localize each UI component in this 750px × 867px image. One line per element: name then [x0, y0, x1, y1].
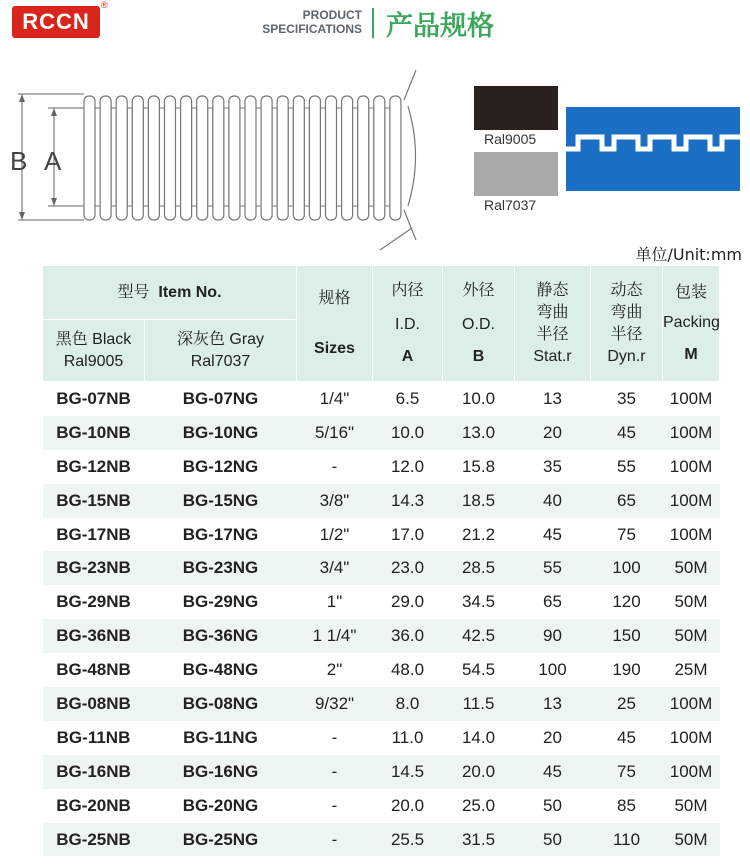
cell-gray: BG-10NG — [145, 416, 297, 450]
hose-rib — [245, 96, 256, 220]
cell-black: BG-23NB — [43, 551, 145, 585]
cell-dyn: 45 — [591, 721, 663, 755]
cell-id: 17.0 — [373, 518, 443, 552]
cell-pack: 100M — [663, 518, 720, 552]
cell-black: BG-48NB — [43, 653, 145, 687]
cell-dyn: 110 — [591, 823, 663, 857]
cell-id: 8.0 — [373, 687, 443, 721]
table-row — [43, 551, 720, 585]
cell-id: 14.3 — [373, 484, 443, 518]
hose-valley — [192, 108, 197, 206]
cell-pack: 100M — [663, 687, 720, 721]
cell-pack: 50M — [663, 551, 720, 585]
cell-dyn: 100 — [591, 551, 663, 585]
cell-od: 34.5 — [443, 585, 515, 619]
hose-valley — [95, 108, 100, 206]
cell-black: BG-15NB — [43, 484, 145, 518]
cell-gray: BG-25NG — [145, 823, 297, 857]
hose-rib — [116, 96, 127, 220]
cell-dyn: 120 — [591, 585, 663, 619]
cell-gray: BG-16NG — [145, 755, 297, 789]
cell-stat: 100 — [515, 653, 591, 687]
cell-stat: 55 — [515, 551, 591, 585]
hose-valley — [159, 108, 164, 206]
cell-size: 3/8" — [297, 484, 373, 518]
cell-gray: BG-20NG — [145, 789, 297, 823]
header-title-cn: 产品规格 — [386, 11, 494, 42]
cell-id: 10.0 — [373, 416, 443, 450]
header-dynamic-radius: 动态 弯曲 半径 Dyn.r — [591, 266, 663, 382]
hose-rib — [213, 96, 224, 220]
cell-od: 54.5 — [443, 653, 515, 687]
cell-od: 28.5 — [443, 551, 515, 585]
cell-stat: 13 — [515, 687, 591, 721]
cell-stat: 35 — [515, 450, 591, 484]
cell-gray: BG-07NG — [145, 382, 297, 416]
cell-dyn: 45 — [591, 416, 663, 450]
cell-dyn: 150 — [591, 619, 663, 653]
brand-logo: RCCN — [12, 6, 100, 38]
cell-size: 3/4" — [297, 551, 373, 585]
cell-id: 11.0 — [373, 721, 443, 755]
hose-valley — [288, 108, 293, 206]
hose-rib — [148, 96, 159, 220]
cell-id: 48.0 — [373, 653, 443, 687]
cell-gray: BG-48NG — [145, 653, 297, 687]
hose-valley — [304, 108, 309, 206]
cell-gray: BG-12NG — [145, 450, 297, 484]
hose-rib — [277, 96, 288, 220]
cell-od: 15.8 — [443, 450, 515, 484]
table-row — [43, 619, 720, 653]
table-row — [43, 687, 720, 721]
cell-od: 13.0 — [443, 416, 515, 450]
table-row — [43, 721, 720, 755]
swatch-black-label: Ral9005 — [484, 131, 537, 147]
cell-stat: 40 — [515, 484, 591, 518]
cell-gray: BG-23NG — [145, 551, 297, 585]
cell-gray: BG-29NG — [145, 585, 297, 619]
cell-od: 31.5 — [443, 823, 515, 857]
cell-gray: BG-08NG — [145, 687, 297, 721]
hose-rib — [261, 96, 272, 220]
hose-valley — [320, 108, 325, 206]
header-divider — [372, 8, 374, 38]
cell-id: 6.5 — [373, 382, 443, 416]
hose-valley — [353, 108, 358, 206]
header-id: 内径 I.D. A — [373, 266, 443, 382]
cell-size: 2" — [297, 653, 373, 687]
cell-size: 5/16" — [297, 416, 373, 450]
hose-valley — [143, 108, 148, 206]
cell-id: 25.5 — [373, 823, 443, 857]
header-black: 黑色 Black Ral9005 — [43, 320, 145, 382]
header-packing: 包装 Packing M — [663, 266, 720, 382]
cell-black: BG-08NB — [43, 687, 145, 721]
header-od: 外径 O.D. B — [443, 266, 515, 382]
swatch-black — [474, 86, 558, 130]
dimension-label-a: A — [44, 146, 62, 176]
cell-pack: 100M — [663, 484, 720, 518]
cell-dyn: 35 — [591, 382, 663, 416]
cell-gray: BG-15NG — [145, 484, 297, 518]
hose-valley — [111, 108, 116, 206]
hose-rib — [358, 96, 369, 220]
hose-valley — [240, 108, 245, 206]
cell-dyn: 75 — [591, 518, 663, 552]
hose-rib — [342, 96, 353, 220]
header-item-no: 型号 Item No. — [43, 266, 297, 320]
cell-pack: 100M — [663, 755, 720, 789]
header-sizes: 规格 Sizes — [297, 266, 373, 382]
cell-id: 36.0 — [373, 619, 443, 653]
cell-pack: 100M — [663, 450, 720, 484]
cell-gray: BG-17NG — [145, 518, 297, 552]
cell-pack: 50M — [663, 619, 720, 653]
cell-dyn: 25 — [591, 687, 663, 721]
hose-valley — [224, 108, 229, 206]
hose-valley — [272, 108, 277, 206]
cell-black: BG-10NB — [43, 416, 145, 450]
cell-black: BG-11NB — [43, 721, 145, 755]
cell-id: 29.0 — [373, 585, 443, 619]
corrugated-hose-drawing — [0, 60, 440, 260]
cell-stat: 13 — [515, 382, 591, 416]
cell-pack: 50M — [663, 585, 720, 619]
registered-mark: ® — [101, 0, 108, 10]
hose-rib — [132, 96, 143, 220]
cell-od: 21.2 — [443, 518, 515, 552]
cell-black: BG-12NB — [43, 450, 145, 484]
hose-profile-graphic — [566, 107, 740, 191]
cell-pack: 50M — [663, 789, 720, 823]
cell-size: 1/4" — [297, 382, 373, 416]
dimension-label-b: B — [10, 146, 28, 176]
cell-pack: 100M — [663, 416, 720, 450]
header-gray: 深灰色 Gray Ral7037 — [145, 320, 297, 382]
cell-dyn: 55 — [591, 450, 663, 484]
cell-black: BG-17NB — [43, 518, 145, 552]
cell-od: 18.5 — [443, 484, 515, 518]
hose-valley — [256, 108, 261, 206]
cell-od: 42.5 — [443, 619, 515, 653]
header-static-radius: 静态 弯曲 半径 Stat.r — [515, 266, 591, 382]
cell-stat: 65 — [515, 585, 591, 619]
hose-rib — [197, 96, 208, 220]
table-row — [43, 518, 720, 552]
hose-valley — [369, 108, 374, 206]
hose-valley — [337, 108, 342, 206]
cell-size: - — [297, 823, 373, 857]
cell-od: 14.0 — [443, 721, 515, 755]
cell-black: BG-25NB — [43, 823, 145, 857]
cell-size: - — [297, 721, 373, 755]
hose-valley — [176, 108, 181, 206]
cell-dyn: 75 — [591, 755, 663, 789]
hose-valley — [208, 108, 213, 206]
cell-stat: 90 — [515, 619, 591, 653]
cell-black: BG-29NB — [43, 585, 145, 619]
cell-pack: 50M — [663, 823, 720, 857]
cell-gray: BG-36NG — [145, 619, 297, 653]
cell-dyn: 65 — [591, 484, 663, 518]
cell-size: - — [297, 755, 373, 789]
table-row — [43, 653, 720, 687]
cell-black: BG-36NB — [43, 619, 145, 653]
swatch-gray — [474, 152, 558, 196]
hose-valley — [385, 108, 390, 206]
hose-rib — [309, 96, 320, 220]
table-row — [43, 382, 720, 416]
unit-label: 单位/Unit:mm — [635, 245, 742, 264]
cell-id: 20.0 — [373, 789, 443, 823]
cell-gray: BG-11NG — [145, 721, 297, 755]
cell-size: 1" — [297, 585, 373, 619]
cell-od: 20.0 — [443, 755, 515, 789]
cell-size: - — [297, 450, 373, 484]
cell-pack: 100M — [663, 721, 720, 755]
hose-rib — [229, 96, 240, 220]
table-row — [43, 416, 720, 450]
spec-table — [42, 265, 720, 856]
cell-size: 1 1/4" — [297, 619, 373, 653]
hose-rib — [181, 96, 192, 220]
hose-rib — [293, 96, 304, 220]
cell-id: 14.5 — [373, 755, 443, 789]
cell-stat: 20 — [515, 416, 591, 450]
hose-rib — [165, 96, 176, 220]
swatch-gray-label: Ral7037 — [484, 197, 537, 213]
cell-stat: 50 — [515, 789, 591, 823]
cell-stat: 20 — [515, 721, 591, 755]
cell-id: 12.0 — [373, 450, 443, 484]
cell-stat: 50 — [515, 823, 591, 857]
hose-rib — [100, 96, 111, 220]
table-row — [43, 823, 720, 857]
cell-size: - — [297, 789, 373, 823]
cell-dyn: 190 — [591, 653, 663, 687]
table-row — [43, 789, 720, 823]
cell-size: 1/2" — [297, 518, 373, 552]
hose-rib — [326, 96, 337, 220]
cell-dyn: 85 — [591, 789, 663, 823]
hose-rib — [374, 96, 385, 220]
cell-pack: 100M — [663, 382, 720, 416]
cell-stat: 45 — [515, 518, 591, 552]
cell-id: 23.0 — [373, 551, 443, 585]
cell-pack: 25M — [663, 653, 720, 687]
cell-od: 11.5 — [443, 687, 515, 721]
hose-rib — [84, 96, 95, 220]
cell-stat: 45 — [515, 755, 591, 789]
table-row — [43, 755, 720, 789]
hose-valley — [127, 108, 132, 206]
cell-od: 25.0 — [443, 789, 515, 823]
cell-black: BG-07NB — [43, 382, 145, 416]
table-row — [43, 484, 720, 518]
cell-black: BG-16NB — [43, 755, 145, 789]
table-row — [43, 450, 720, 484]
cell-black: BG-20NB — [43, 789, 145, 823]
cell-size: 9/32" — [297, 687, 373, 721]
cell-od: 10.0 — [443, 382, 515, 416]
header-title-en: PRODUCT SPECIFICATIONS — [262, 8, 362, 36]
hose-rib — [390, 96, 401, 220]
table-row — [43, 585, 720, 619]
